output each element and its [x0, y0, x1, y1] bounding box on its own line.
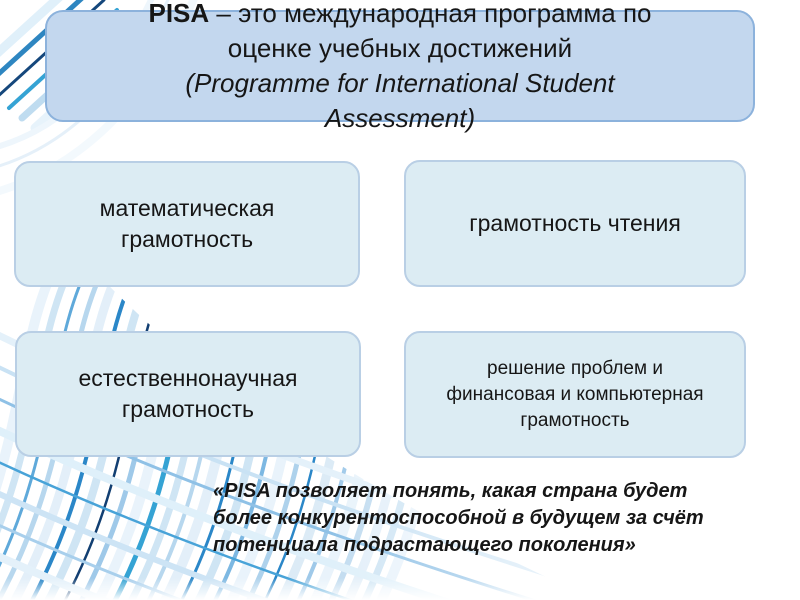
- quote-line-2: более конкурентоспособной в будущем за счёт: [213, 507, 704, 529]
- box-problem-finance-computer-literacy: [404, 331, 746, 458]
- box-science-line-1: естественнонаучная: [78, 365, 298, 391]
- box-reading-label: [469, 208, 681, 239]
- title-line-4: Assessment): [324, 103, 476, 133]
- box-reading-line-1: грамотность чтения: [469, 210, 681, 236]
- box-problem-line-2: финансовая и компьютерная: [446, 383, 704, 405]
- box-problem-label: [446, 356, 703, 434]
- quote-text: [213, 478, 723, 559]
- box-science-line-2: грамотность: [121, 396, 255, 422]
- quote-line-3: потенциала подрастающего поколения»: [213, 534, 636, 556]
- title-line-1: [148, 0, 651, 31]
- title-line-1-rest: – это международная программа по: [209, 0, 652, 28]
- box-problem-line-3: грамотность: [520, 409, 630, 431]
- slide-title: [148, 0, 651, 136]
- box-problem-line-1: решение проблем и: [487, 357, 663, 379]
- box-math-label: [100, 193, 275, 255]
- box-reading-literacy: [404, 160, 746, 287]
- title-acronym: PISA: [148, 0, 210, 28]
- fade-bottom-overlay: [0, 578, 800, 600]
- title-box: [45, 0, 755, 133]
- title-line-3: (Programme for International Student: [185, 68, 615, 98]
- box-science-literacy: [15, 331, 361, 457]
- box-science-label: [78, 363, 297, 425]
- box-math-line-2: грамотность: [120, 226, 254, 252]
- quote-line-1: «PISA позволяет понять, какая страна будет: [213, 480, 688, 502]
- title-line-2: оценке учебных достижений: [227, 33, 573, 63]
- box-math-line-1: математическая: [99, 195, 275, 221]
- box-math-literacy: [14, 161, 360, 287]
